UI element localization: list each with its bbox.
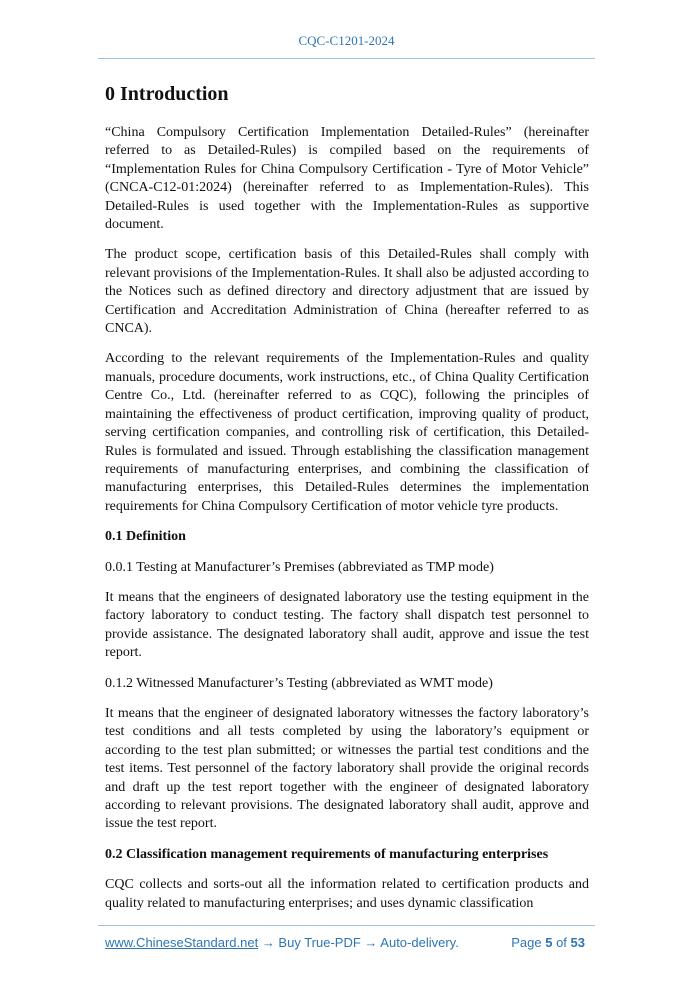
definition-title: 0.1.2 Witnessed Manufacturer’s Testing (abbreviated as WMT mode) xyxy=(105,675,493,691)
section-heading: 0 Introduction xyxy=(105,83,229,105)
subheading-classification: 0.2 Classification management requirements of manufacturing enterprises xyxy=(105,846,549,862)
paragraph: CQC collects and sorts-out all the information related to certification products and quality related to manufacturing enterprises; and uses dynamic classification xyxy=(105,877,589,911)
footer-divider xyxy=(98,925,595,926)
paragraph: According to the relevant requirements of the Implementation-Rules and quality manuals, procedure documents, work instructions, etc., of China Quality Certification Centre Co., Ltd. (hereinafter referred to as CQC), following the principles of maintaining the effectiveness of product certification, improving quality of product, serving certification companies, and controlling risk of certification, this Detailed-Rules is formulated and issued. Through establishing the classification management requirements of manufacturing enterprises, and combining the classification of manufacturing enterprises, this Detailed-Rules determines the implementation requirements for China Compulsory Certification of motor vehicle tyre products. xyxy=(105,351,589,514)
page-number: 5 xyxy=(545,935,553,951)
running-header: CQC-C1201-2024 xyxy=(298,33,395,48)
definition-title: 0.0.1 Testing at Manufacturer’s Premises (abbreviated as TMP mode) xyxy=(105,559,494,575)
subheading-definition: 0.1 Definition xyxy=(105,529,186,545)
paragraph: The product scope, certification basis of this Detailed-Rules shall comply with relevant provisions of the Implementation-Rules. It shall also be adjusted according to the Notices such as defined directory and directory adjustment that are issued by Certification and Accreditation Administration of China (hereafter referred to as CNCA). xyxy=(105,247,589,337)
page-label: Page xyxy=(511,935,542,951)
header-divider xyxy=(98,58,595,59)
paragraph: It means that the engineers of designated laboratory use the testing equipment in the factory laboratory to conduct testing. The factory shall dispatch test personnel to provide assistance. The designated laboratory shall audit, approve and issue the test report. xyxy=(105,589,589,661)
of-label: of xyxy=(556,935,567,951)
page-total: 53 xyxy=(570,935,585,951)
paragraph: “China Compulsory Certification Implementation Detailed-Rules” (hereinafter referred to as Detailed-Rules) is compiled based on the requirements of “Implementation Rules for China Compulsory Certification - Tyre of Motor Vehicle” (CNCA-C12-01:2024) (hereinafter referred to as Implementation-Rules). This Detailed-Rules is used together with the Implementation-Rules as supportive document. xyxy=(105,125,589,233)
website-link[interactable]: www.ChineseStandard.net xyxy=(105,935,259,951)
page-content xyxy=(105,82,589,913)
footer-text: → Buy True-PDF → Auto-delivery. xyxy=(258,935,459,951)
footer xyxy=(105,934,585,952)
paragraph: It means that the engineer of designated laboratory witnesses the factory laboratory’s test conditions and all tests completed by using the laboratory’s equipment or according to the test plan submitted; or witnesses the partial test conditions and the test items. Test personnel of the factory laboratory shall provide the original records and draft up the test report together with the engineer of designated laboratory according to relevant provisions. The designated laboratory shall audit, approve and issue the test report. xyxy=(105,705,589,832)
page-indicator xyxy=(511,934,585,952)
